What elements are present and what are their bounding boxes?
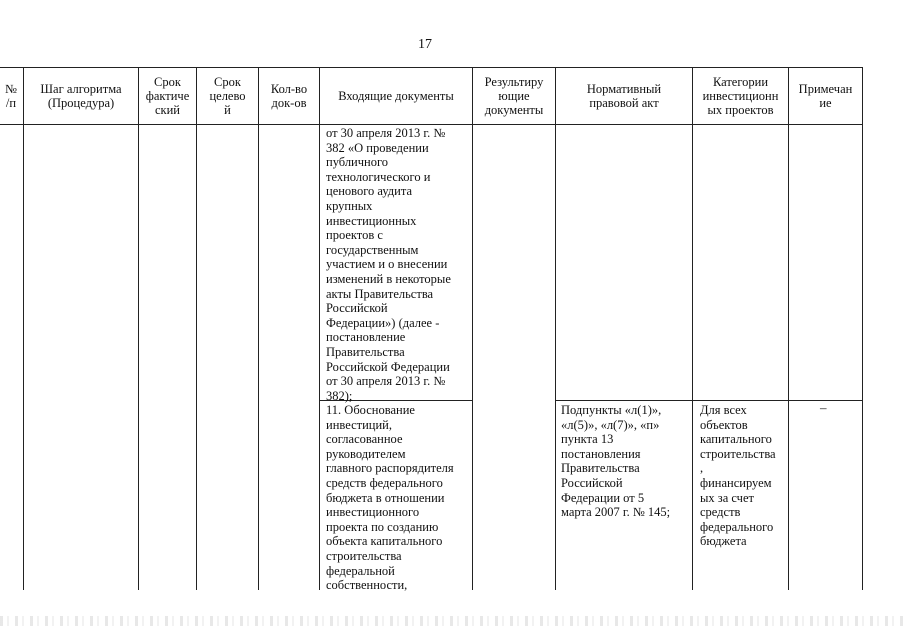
scan-artifact xyxy=(0,616,905,626)
header-step: Шаг алгоритма (Процедура) xyxy=(40,82,122,110)
header-target-term: Срок целево й xyxy=(209,75,246,117)
header-notes: Примечан ие xyxy=(798,82,853,110)
categories-cell: Для всех объектов капитального строительства , финансируем ых за счет средств федерального бюджета xyxy=(700,403,776,549)
header-normative-act: Нормативный правовой акт xyxy=(586,82,662,110)
page-number: 17 xyxy=(418,37,432,52)
header-num: № /п xyxy=(5,82,17,110)
header-categories: Категории инвестиционн ых проектов xyxy=(702,75,779,117)
header-result-docs: Результиру ющие документы xyxy=(484,75,544,117)
header-actual-term: Срок фактиче ский xyxy=(145,75,190,117)
normative-act-cell: Подпункты «л(1)», «л(5)», «л(7)», «п» пункта 13 постановления Правительства Российской Федерации от 5 марта 2007 г. № 145; xyxy=(561,403,671,520)
input-docs-cell: от 30 апреля 2013 г. № 382 «О проведении публичного технологического и ценового аудита крупных инвестиционных проектов с государственным участием и о внесении изменений в некоторые акты Правительства Российской Федерации») (далее - постановление Правительства Российской Федерации от 30 апреля 2013 г. № 382); xyxy=(326,126,451,403)
input-docs-cell: 11. Обоснование инвестиций, согласованное руководителем главного распорядителя средств федерального бюджета в отношении инвестиционного проекта по созданию объекта капитального строительства федеральной собственности, xyxy=(326,403,454,593)
header-doc-count: Кол-во док-ов xyxy=(270,82,308,110)
notes-cell: – xyxy=(820,400,827,415)
header-input-docs: Входящие документы xyxy=(338,89,454,103)
